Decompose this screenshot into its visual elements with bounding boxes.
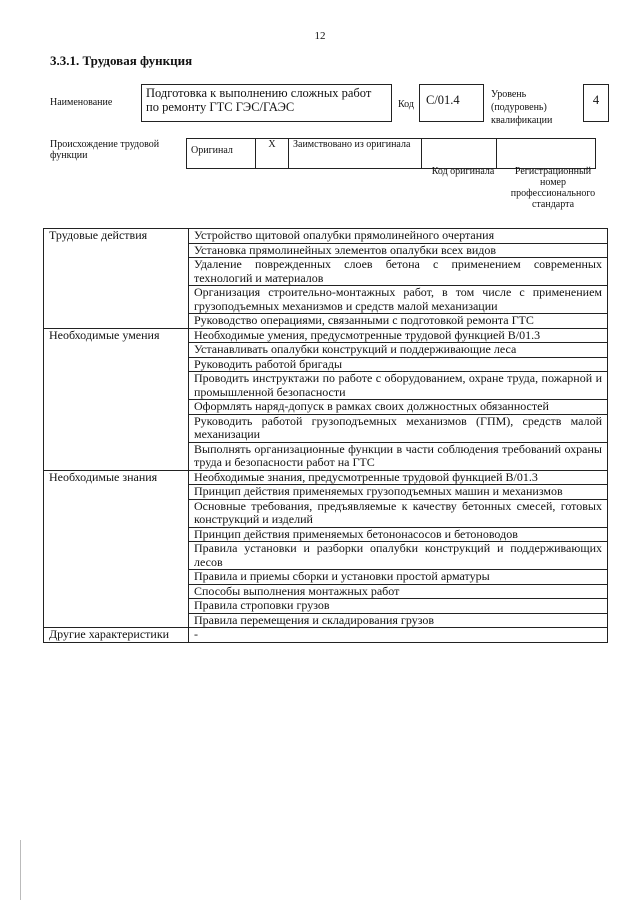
section-header: Другие характеристики [44, 628, 189, 643]
requirement-item: Необходимые умения, предусмотренные трудовой функцией В/01.3 [189, 328, 608, 343]
requirement-item: Руководить работой грузоподъемных механизмов (ГПМ), средств малой механизации [189, 414, 608, 442]
table-row [44, 628, 608, 643]
reg-number-cell [497, 139, 596, 169]
requirement-item: Необходимые знания, предусмотренные трудовой функцией В/01.3 [189, 470, 608, 485]
borrowed-label: Заимствовано из оригинала [289, 139, 422, 169]
reg-number-caption: Регистрационный номер профессионального стандарта [510, 166, 596, 210]
requirement-item: Устройство щитовой опалубки прямолинейного очертания [189, 229, 608, 244]
origin-table [186, 138, 596, 169]
requirement-item: Правила установки и разборки опалубки конструкций и поддерживающих лесов [189, 542, 608, 570]
table-row [44, 470, 608, 485]
requirement-item: Способы выполнения монтажных работ [189, 584, 608, 599]
section-header: Необходимые умения [44, 328, 189, 470]
code-original-cell [422, 139, 497, 169]
requirement-item: Правила перемещения и складирования грузов [189, 613, 608, 628]
section-header: Необходимые знания [44, 470, 189, 628]
table-row [44, 229, 608, 244]
requirement-item: - [189, 628, 608, 643]
requirement-item: Оформлять наряд-допуск в рамках своих должностных обязанностей [189, 400, 608, 415]
scan-edge-mark [20, 840, 21, 900]
table-row [44, 328, 608, 343]
section-header: Трудовые действия [44, 229, 189, 329]
requirement-item: Основные требования, предъявляемые к качеству бетонных смесей, готовых конструкций и изделий [189, 499, 608, 527]
requirement-item: Правила и приемы сборки и установки простой арматуры [189, 570, 608, 585]
function-name-value: Подготовка к выполнению сложных работ по ремонту ГТС ГЭС/ГАЭС [141, 84, 392, 122]
code-original-caption: Код оригинала [431, 166, 495, 177]
requirement-item: Руководство операциями, связанными с подготовкой ремонта ГТС [189, 314, 608, 329]
original-mark: X [256, 139, 289, 169]
requirement-item: Правила строповки грузов [189, 599, 608, 614]
original-label: Оригинал [187, 139, 256, 169]
requirement-item: Проводить инструктажи по работе с оборудованием, охране труда, пожарной и промышленной безопасности [189, 372, 608, 400]
page-number: 12 [314, 30, 326, 42]
requirement-item: Выполнять организационные функции в части соблюдения требований охраны труда и безопасности работ на ГТС [189, 442, 608, 470]
section-title: 3.3.1. Трудовая функция [50, 53, 193, 68]
requirement-item: Организация строительно-монтажных работ, в том числе с применением грузоподъемных механизмов и средств малой механизации [189, 286, 608, 314]
requirement-item: Устанавливать опалубки конструкций и поддерживающие леса [189, 343, 608, 358]
level-label: Уровень (подуровень) квалификации [491, 89, 553, 126]
code-label: Код [398, 99, 414, 110]
level-value: 4 [583, 84, 609, 122]
function-details-table [43, 228, 608, 643]
requirement-item: Принцип действия применяемых грузоподъемных машин и механизмов [189, 485, 608, 500]
name-label: Наименование [50, 97, 113, 108]
requirement-item: Руководить работой бригады [189, 357, 608, 372]
origin-label: Происхождение трудовой функции [50, 139, 160, 161]
requirement-item: Принцип действия применяемых бетононасосов и бетоноводов [189, 527, 608, 542]
function-code-value: С/01.4 [419, 84, 484, 122]
requirement-item: Удаление поврежденных слоев бетона с применением современных технологий и материалов [189, 258, 608, 286]
requirement-item: Установка прямолинейных элементов опалубки всех видов [189, 243, 608, 258]
